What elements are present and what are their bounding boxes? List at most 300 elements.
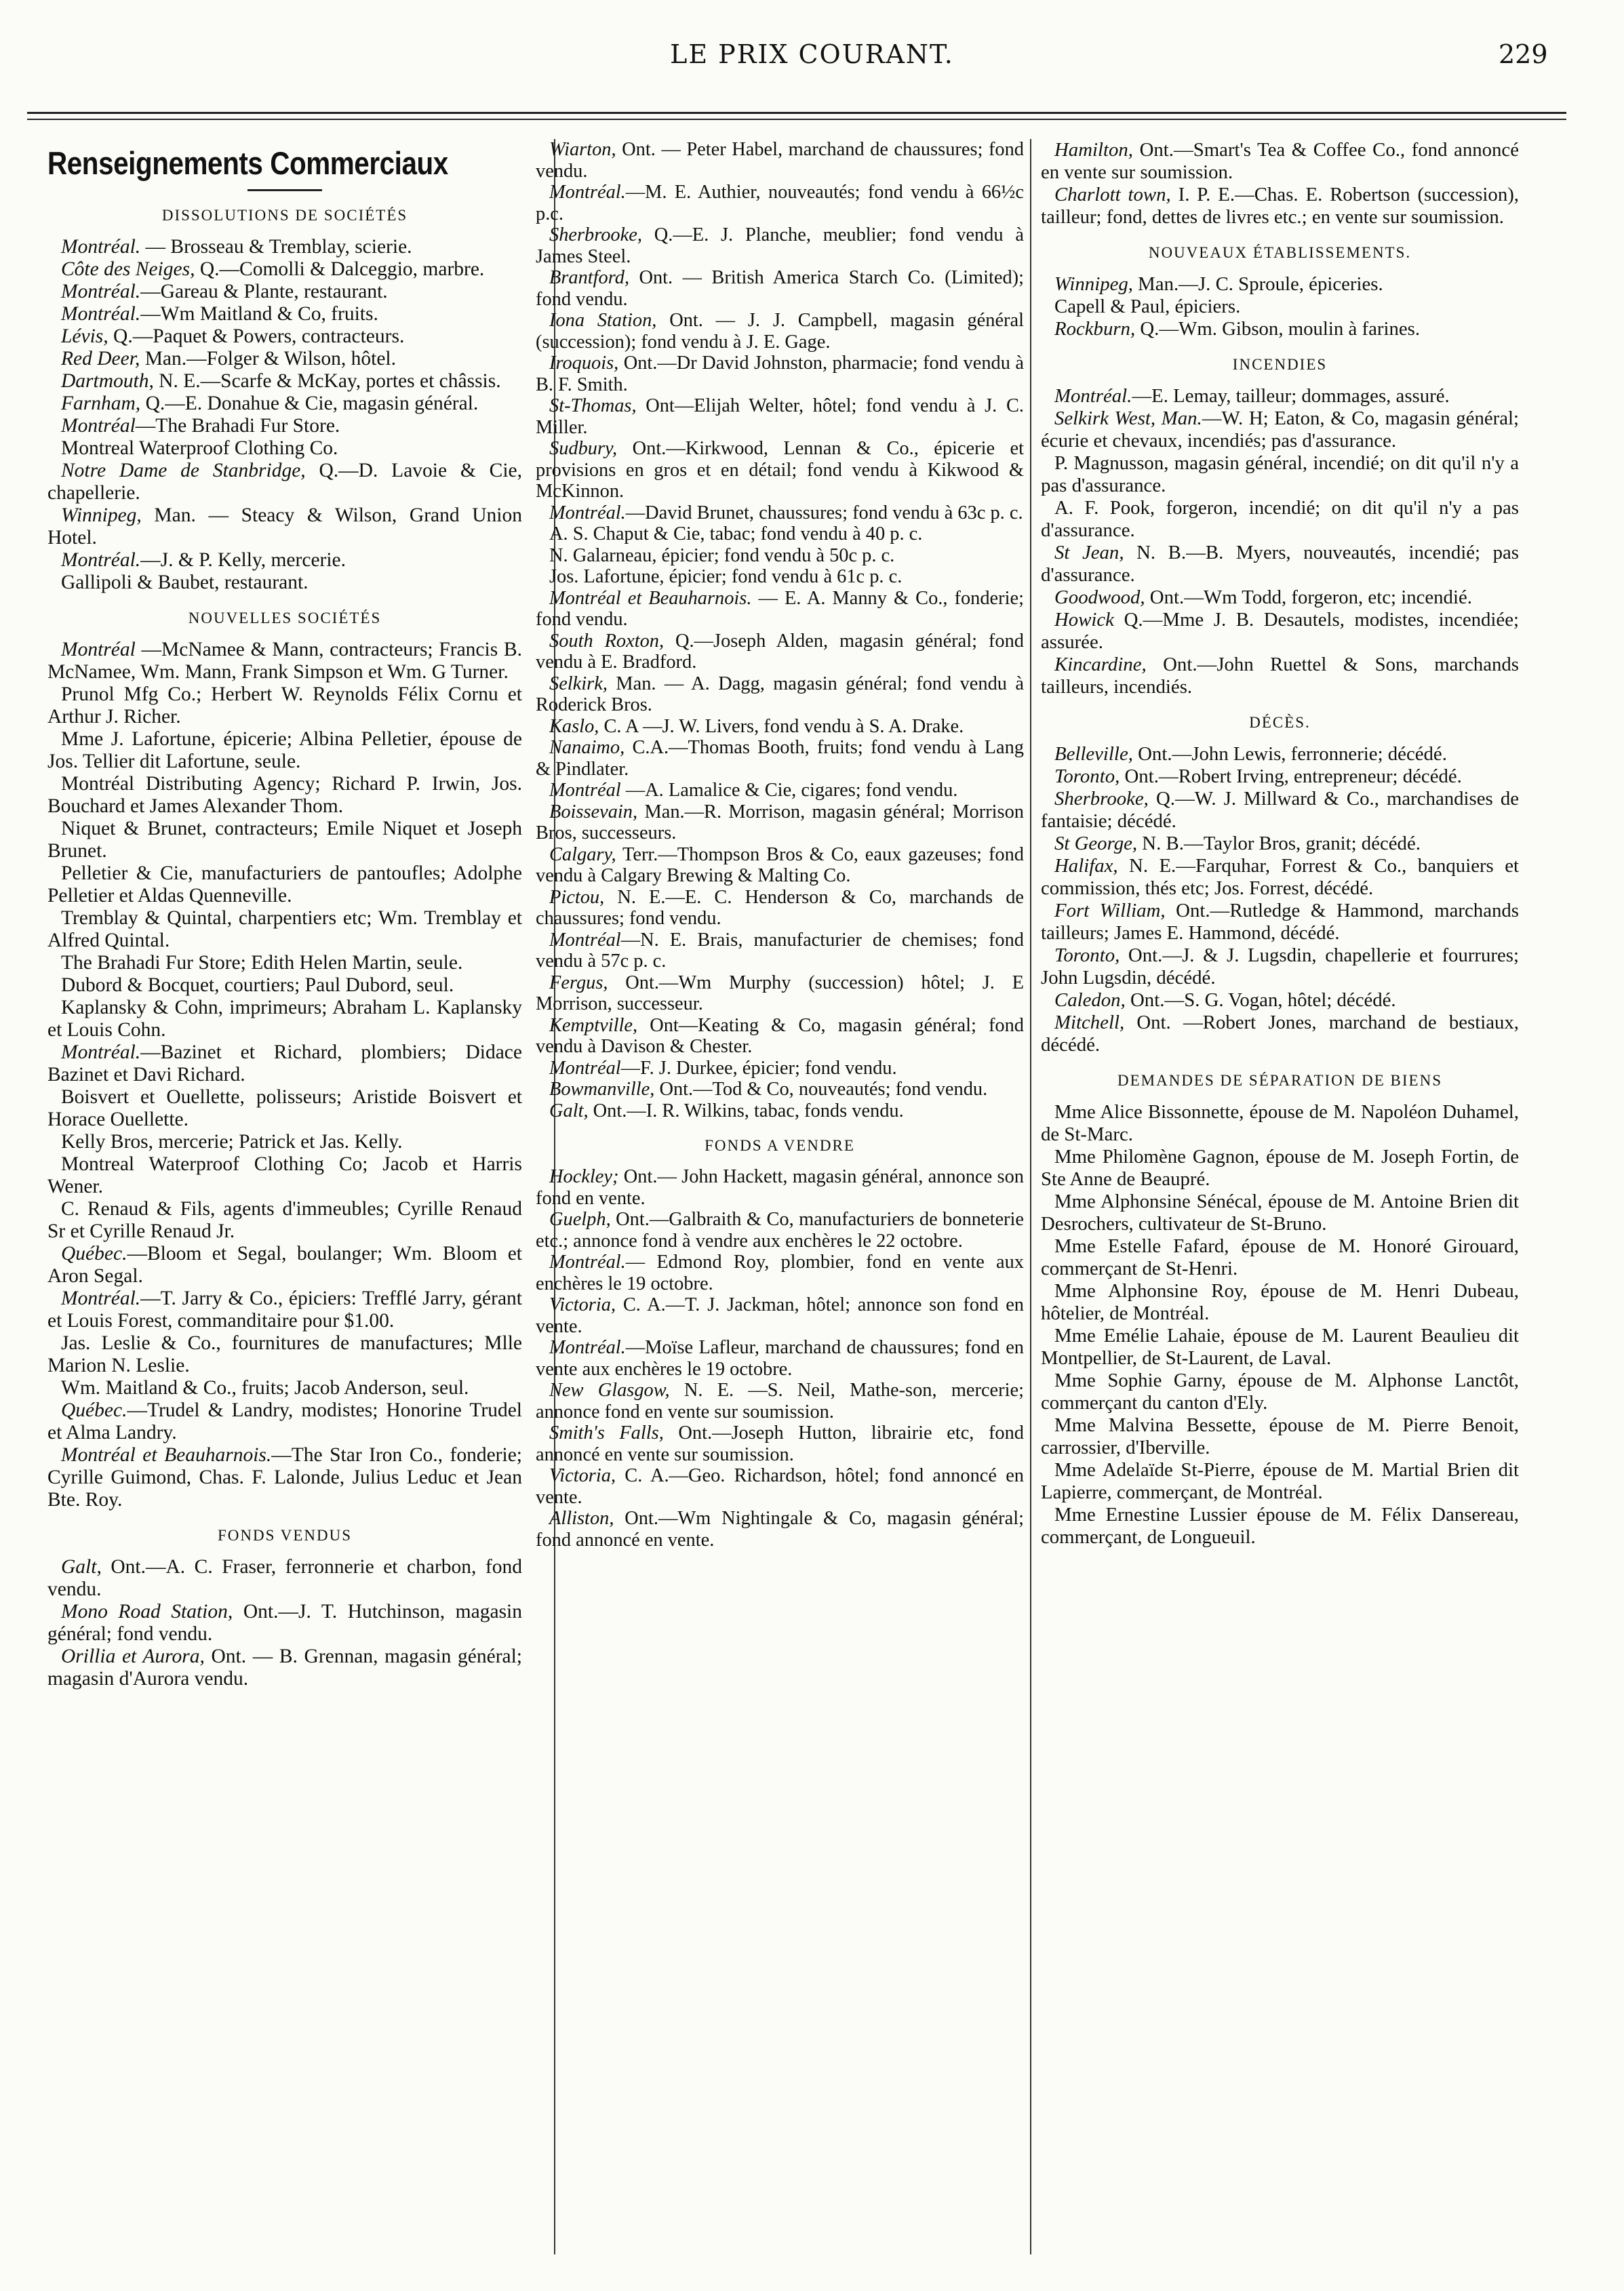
notice-entry	[1041, 1235, 1519, 1280]
entry-place: Kemptville,	[549, 1014, 638, 1036]
entry-place: Farnham,	[61, 393, 141, 414]
entry-text: —Wm Maitland & Co, fruits.	[140, 303, 378, 325]
notice-entry	[536, 1465, 1024, 1508]
entry-text: Man. — Steacy & Wilson, Grand Union Hotel.	[47, 504, 522, 549]
entry-text: Ont.—A. C. Fraser, ferronnerie et charbon, fond vendu.	[47, 1556, 522, 1600]
notice-entry	[47, 773, 522, 818]
entry-text: Ont.—Galbraith & Co, manufacturiers de bonneterie etc.; annonce fond à vendre aux enchères le 22 octobre.	[536, 1209, 1024, 1252]
entry-text: —E. Lemay, tailleur; dommages, assuré.	[1132, 385, 1450, 407]
entry-text: — Edmond Roy, plombier, fond en vente aux enchères le 19 octobre.	[536, 1252, 1024, 1294]
entry-place: Red Deer,	[61, 348, 140, 370]
notice-entry	[536, 1294, 1024, 1337]
notice-entry	[47, 1153, 522, 1198]
notice-entry	[536, 631, 1024, 673]
entry-place: Pictou,	[549, 886, 605, 908]
entry-text: N. B.—Taylor Bros, granit; décédé.	[1137, 833, 1421, 854]
entry-place: Mitchell,	[1054, 1012, 1125, 1033]
entry-text: Q.—Mme J. B. Desautels, modistes, incendiée; assurée.	[1041, 609, 1519, 653]
entry-place: Selkirk,	[549, 673, 608, 694]
notice-entry	[536, 780, 1024, 801]
entry-text: Man.—Folger & Wilson, hôtel.	[140, 348, 396, 370]
entry-text: N. B.—B. Myers, nouveautés, incendié; pas d'assurance.	[1041, 542, 1519, 586]
notice-entry	[536, 267, 1024, 310]
section-heading: NOUVEAUX ÉTABLISSEMENTS.	[1148, 244, 1412, 261]
entry-text: —F. J. Durkee, épicier; fond vendu.	[620, 1057, 897, 1079]
notice-entry	[1041, 743, 1519, 765]
notice-entry	[47, 549, 522, 572]
section-heading: DISSOLUTIONS DE SOCIÉTÉS	[161, 207, 408, 224]
entry-text: —Bloom et Segal, boulanger; Wm. Bloom et Aron Segal.	[47, 1243, 522, 1287]
entry-place: Sherbrooke,	[549, 224, 642, 245]
entry-text: Ont. —Robert Jones, marchand de bestiaux, décédé.	[1041, 1012, 1519, 1056]
entry-text: Kelly Bros, mercerie; Patrick et Jas. Kelly.	[61, 1131, 403, 1153]
notice-entry	[47, 281, 522, 303]
entry-text: Mme Ernestine Lussier épouse de M. Félix Dansereau, commerçant, de Longueuil.	[1041, 1504, 1519, 1548]
notice-entry	[47, 303, 522, 325]
entry-text: Boisvert et Ouellette, polisseurs; Aristide Boisvert et Horace Ouellette.	[47, 1086, 522, 1130]
notice-entry	[47, 1041, 522, 1086]
notice-entry	[47, 437, 522, 460]
entry-place: Victoria,	[549, 1294, 616, 1315]
entry-text: —Trudel & Landry, modistes; Honorine Trudel et Alma Landry.	[47, 1399, 522, 1443]
notice-entry	[1041, 609, 1519, 654]
notice-entry	[1041, 944, 1519, 989]
entry-text: Montreal Waterproof Clothing Co; Jacob et Harris Wener.	[47, 1153, 522, 1197]
entry-place: New Glasgow,	[549, 1380, 670, 1401]
notice-entry	[1041, 654, 1519, 698]
notice-entry	[47, 504, 522, 549]
notice-entry	[536, 1422, 1024, 1465]
entry-text: Dubord & Bocquet, courtiers; Paul Dubord, seul.	[61, 974, 454, 996]
entry-place: Brantford,	[549, 267, 630, 288]
notice-entry	[47, 818, 522, 862]
notice-entry	[47, 1444, 522, 1511]
entry-text: Ont—Elijah Welter, hôtel; fond vendu à J. C. Miller.	[536, 395, 1024, 438]
notice-entry	[536, 673, 1024, 716]
entry-text: Ont.—Wm Murphy (succession) hôtel; J. E Morrison, successeur.	[536, 972, 1024, 1014]
notice-entry	[1041, 452, 1519, 497]
entry-place: Iroquois,	[549, 353, 619, 374]
entry-text: Ont.—Kirkwood, Lennan & Co., épicerie et provisions en gros et en détail; fond vendu à Kikwood & McKinnon.	[536, 438, 1024, 502]
heading-underline	[247, 189, 322, 191]
entry-place: Galt,	[61, 1556, 102, 1578]
entry-text: Ont.—Joseph Hutton, librairie etc, fond annoncé en vente sur soumission.	[536, 1422, 1024, 1465]
entry-place: Mono Road Station,	[61, 1601, 233, 1622]
notice-entry	[1041, 1459, 1519, 1504]
notice-entry	[536, 1166, 1024, 1209]
notice-entry	[47, 997, 522, 1041]
notice-entry	[536, 1337, 1024, 1380]
entry-text: I. P. E.—Chas. E. Robertson (succession), tailleur; fond, dettes de livres etc.; en vente sur soumission.	[1041, 184, 1520, 228]
entry-text: A. F. Pook, forgeron, incendié; on dit qu'il n'y a pas d'assurance.	[1041, 497, 1519, 541]
section-heading: NOUVELLES SOCIÉTÉS	[188, 610, 382, 626]
entry-text: Man.—R. Morrison, magasin général; Morrison Bros, successeurs.	[536, 801, 1024, 843]
entry-text: Man. — A. Dagg, magasin général; fond vendu à Roderick Bros.	[536, 673, 1024, 715]
notice-entry	[536, 1209, 1024, 1252]
notice-entry	[1041, 407, 1519, 452]
entry-text: Ont.—John Ruettel & Sons, marchands tailleurs, incendiés.	[1041, 654, 1519, 698]
entry-text: —The Star Iron Co., fonderie; Cyrille Guimond, Chas. F. Lalonde, Julius Leduc et Jean Bte. Roy.	[47, 1444, 522, 1511]
notice-entry	[536, 224, 1024, 267]
entry-place: Toronto,	[1054, 944, 1120, 966]
entry-text: Q.—Paquet & Powers, contracteurs.	[108, 325, 405, 347]
notice-entry	[1041, 1325, 1519, 1370]
notice-entry	[47, 862, 522, 907]
entry-place: Montréal.	[61, 549, 141, 571]
entry-text: Q.—Wm. Gibson, moulin à farines.	[1135, 318, 1421, 340]
notice-entry	[1041, 1280, 1519, 1325]
entry-text: Ont. — British America Starch Co. (Limited); fond vendu.	[536, 267, 1024, 310]
entry-place: Nanaimo,	[549, 737, 625, 758]
entry-place: Montréal.	[549, 1337, 626, 1358]
notice-entry	[536, 182, 1024, 224]
entry-text: Ont. — J. J. Campbell, magasin général (succession); fond vendu à J. E. Gage.	[536, 310, 1024, 353]
entry-text: Prunol Mfg Co.; Herbert W. Reynolds Félix Cornu et Arthur J. Richer.	[47, 683, 522, 728]
section-heading: DÉCÈS.	[1249, 714, 1311, 731]
entry-place: Hamilton,	[1054, 139, 1133, 161]
entry-place: Montréal.	[1054, 385, 1132, 407]
notice-entry	[536, 1380, 1024, 1422]
entry-text: Ont.—Smart's Tea & Coffee Co., fond annoncé en vente sur soumission.	[1041, 139, 1519, 183]
entry-text: Ont.—J. T. Hutchinson, magasin général; fond vendu.	[47, 1601, 522, 1645]
column-divider	[1030, 139, 1031, 2254]
notice-entry	[1041, 1414, 1519, 1459]
entry-text: Mme Philomène Gagnon, épouse de M. Joseph Fortin, de Ste Anne de Beaupré.	[1041, 1146, 1519, 1190]
entry-text: Tremblay & Quintal, charpentiers etc; Wm. Tremblay et Alfred Quintal.	[47, 907, 522, 951]
entry-text: N. E.—Farquhar, Forrest & Co., banquiers et commission, thés etc; Jos. Forrest, décédé.	[1041, 855, 1519, 899]
notice-entry	[1041, 184, 1519, 228]
notice-entry	[47, 974, 522, 997]
entry-text: Ont—Keating & Co, magasin général; fond vendu à Davison & Chester.	[536, 1014, 1024, 1057]
header-rule-thin	[27, 119, 1566, 120]
entry-place: Guelph,	[549, 1209, 611, 1230]
entry-place: Lévis,	[61, 325, 108, 347]
notice-entry	[47, 325, 522, 348]
entry-text: Mme Emélie Lahaie, épouse de M. Laurent Beaulieu dit Montpellier, de St-Laurent, de Laval.	[1041, 1325, 1519, 1369]
notice-entry	[536, 310, 1024, 353]
notice-entry	[536, 1015, 1024, 1058]
notice-entry	[47, 258, 522, 281]
entry-place: Montréal	[549, 1057, 621, 1079]
entry-text: Ont.—Dr David Johnston, pharmacie; fond vendu à B. F. Smith.	[536, 353, 1024, 395]
entry-text: Ont. — B. Grennan, magasin général; magasin d'Aurora vendu.	[47, 1646, 523, 1690]
section-heading: FONDS VENDUS	[217, 1527, 353, 1544]
entry-place: Galt,	[549, 1100, 589, 1121]
header-rule	[27, 112, 1566, 114]
entry-place: Montréal.	[61, 1041, 141, 1063]
entry-text: C. A —J. W. Livers, fond vendu à S. A. Drake.	[599, 715, 964, 737]
entry-place: Montréal.	[61, 303, 141, 325]
entry-text: Ont.—S. G. Vogan, hôtel; décédé.	[1125, 989, 1396, 1011]
notice-entry	[536, 1100, 1024, 1122]
notice-entry	[47, 415, 522, 437]
notice-entry	[536, 801, 1024, 844]
running-title: LE PRIX COURANT.	[670, 39, 954, 69]
entry-text: —Gareau & Plante, restaurant.	[140, 281, 388, 302]
notice-entry	[1041, 765, 1519, 788]
entry-text: —W. H; Eaton, & Co, magasin général; écurie et chevaux, incendiés; pas d'assurance.	[1041, 407, 1519, 452]
entry-place: Montréal.	[549, 1252, 626, 1273]
column-3	[1041, 139, 1519, 1549]
notice-entry	[1041, 900, 1519, 944]
entry-text: N. E. —S. Neil, Mathe-son, mercerie; annonce fond en vente sur soumission.	[536, 1380, 1024, 1422]
notice-entry	[536, 566, 1024, 588]
entry-place: St Jean,	[1054, 542, 1124, 563]
entry-text: Ont.—Robert Irving, entrepreneur; décédé.	[1120, 765, 1462, 787]
entry-text: Ont. — Peter Habel, marchand de chaussures; fond vendu.	[536, 139, 1024, 182]
notice-entry	[536, 523, 1024, 545]
entry-text: Mme J. Lafortune, épicerie; Albina Pelletier, épouse de Jos. Tellier dit Lafortune, seule.	[47, 728, 522, 772]
entry-text: —T. Jarry & Co., épiciers: Trefflé Jarry, gérant et Louis Forest, commanditaire pour $1.00.	[47, 1288, 522, 1332]
notice-entry	[1041, 139, 1519, 184]
notice-entry	[536, 395, 1024, 438]
notice-entry	[536, 502, 1024, 524]
entry-text: C. A.—T. J. Jackman, hôtel; annonce son fond en vente.	[536, 1294, 1024, 1337]
notice-entry	[47, 683, 522, 728]
entry-text: Q.—Joseph Alden, magasin général; fond vendu à E. Bradford.	[536, 630, 1024, 673]
entry-text: —M. E. Authier, nouveautés; fond vendu à 66½c p.c.	[536, 182, 1024, 224]
entry-place: Montréal	[61, 639, 136, 660]
entry-place: Québec.	[61, 1243, 127, 1264]
entry-place: Iona Station,	[549, 310, 657, 331]
entry-place: Montréal et Beauharnois.	[549, 587, 752, 609]
entry-text: Man.—J. C. Sproule, épiceries.	[1132, 273, 1383, 295]
column-2	[536, 139, 1024, 1551]
entry-place: St-Thomas,	[549, 395, 637, 416]
entry-place: Québec.	[61, 1399, 127, 1421]
entry-place: Montréal.	[61, 281, 141, 302]
notice-entry	[1041, 296, 1519, 318]
entry-text: N. Galarneau, épicier; fond vendu à 50c p. c.	[549, 544, 895, 566]
entry-place: Wiarton,	[549, 139, 616, 160]
entry-place: Montréal et Beauharnois.	[61, 1444, 272, 1466]
notice-entry	[1041, 542, 1519, 586]
entry-text: Niquet & Brunet, contracteurs; Emile Niquet et Joseph Brunet.	[47, 818, 522, 862]
notice-entry	[536, 438, 1024, 502]
notice-entry	[1041, 1191, 1519, 1235]
entry-place: Bowmanville,	[549, 1079, 655, 1100]
entry-place: Montréal	[61, 415, 136, 437]
notice-entry	[1041, 385, 1519, 407]
entry-text: Q.—E. J. Planche, meublier; fond vendu à James Steel.	[536, 224, 1024, 267]
column-1	[47, 139, 522, 1690]
notice-entry	[47, 1131, 522, 1153]
notice-entry	[536, 1252, 1024, 1294]
entry-text: Gallipoli & Baubet, restaurant.	[61, 572, 309, 593]
notice-entry	[1041, 1101, 1519, 1146]
section-heading: INCENDIES	[1232, 356, 1328, 373]
entry-text: —The Brahadi Fur Store.	[135, 415, 340, 437]
notice-entry	[47, 1332, 522, 1377]
entry-text: Jos. Lafortune, épicier; fond vendu à 61c p. c.	[549, 566, 903, 587]
entry-place: Fergus,	[549, 972, 608, 993]
entry-place: Rockburn,	[1054, 318, 1136, 340]
entry-place: South Roxton,	[549, 630, 665, 652]
entry-text: Kaplansky & Cohn, imprimeurs; Abraham L. Kaplansky et Louis Cohn.	[47, 997, 522, 1041]
entry-text: Ont.—Tod & Co, nouveautés; fond vendu.	[654, 1079, 988, 1100]
entry-text: Q.—W. J. Millward & Co., marchandises de fantaisie; décédé.	[1041, 788, 1519, 832]
notice-entry	[1041, 273, 1519, 296]
entry-place: Montréal.	[549, 502, 626, 523]
notice-entry	[47, 1377, 522, 1399]
entry-text: Jas. Leslie & Co., fournitures de manufactures; Mlle Marion N. Leslie.	[47, 1332, 522, 1376]
entry-place: Toronto,	[1054, 765, 1120, 787]
entry-text: —McNamee & Mann, contracteurs; Francis B. McNamee, Wm. Mann, Frank Simpson et Wm. G Turner.	[47, 639, 522, 683]
entry-place: Montréal.	[61, 1288, 141, 1309]
notice-entry	[47, 1646, 522, 1690]
entry-place: Sudbury,	[549, 438, 618, 459]
entry-place: Montréal	[549, 780, 621, 801]
entry-text: Mme Alice Bissonnette, épouse de M. Napoléon Duhamel, de St-Marc.	[1041, 1101, 1519, 1145]
entry-text: Montréal Distributing Agency; Richard P. Irwin, Jos. Bouchard et James Alexander Thom.	[47, 773, 522, 817]
entry-place: Goodwood,	[1054, 586, 1145, 608]
entry-place: Victoria,	[549, 1465, 616, 1486]
entry-text: — Brosseau & Tremblay, scierie.	[140, 236, 412, 258]
entry-place: Charlott town,	[1054, 184, 1171, 205]
entry-text: Ont.—Wm Nightingale & Co, magasin général; fond annoncé en vente.	[536, 1508, 1024, 1551]
entry-place: Dartmouth,	[61, 370, 154, 392]
notice-entry	[47, 728, 522, 773]
notice-entry	[536, 139, 1024, 182]
notice-entry	[47, 572, 522, 594]
entry-place: Kincardine,	[1054, 654, 1147, 675]
notice-entry	[1041, 497, 1519, 542]
entry-place: Smith's Falls,	[549, 1422, 664, 1443]
notice-entry	[536, 972, 1024, 1015]
entry-text: — E. A. Manny & Co., fonderie; fond vendu.	[536, 587, 1024, 630]
entry-text: Ont.—Wm Todd, forgeron, etc; incendié.	[1145, 586, 1472, 608]
entry-place: Caledon,	[1054, 989, 1126, 1011]
entry-place: Boissevain,	[549, 801, 638, 822]
entry-place: Fort William,	[1054, 900, 1166, 921]
entry-place: Orillia et Aurora,	[61, 1646, 205, 1667]
entry-text: Q.—D. Lavoie & Cie, chapellerie.	[47, 460, 522, 504]
notice-entry	[1041, 1012, 1519, 1056]
notice-entry	[47, 460, 522, 504]
entry-text: Mme Estelle Fafard, épouse de M. Honoré Girouard, commerçant de St-Henri.	[1041, 1235, 1519, 1279]
entry-text: Q.—Comolli & Dalceggio, marbre.	[195, 258, 485, 280]
entry-text: Ont.—I. R. Wilkins, tabac, fonds vendu.	[588, 1100, 904, 1121]
notice-entry	[47, 1086, 522, 1131]
entry-text: C. Renaud & Fils, agents d'immeubles; Cyrille Renaud Sr et Cyrille Renaud Jr.	[47, 1198, 522, 1242]
notice-entry	[1041, 318, 1519, 340]
notice-entry	[47, 370, 522, 393]
entry-text: Mme Alphonsine Roy, épouse de M. Henri Dubeau, hôtelier, de Montréal.	[1041, 1280, 1519, 1324]
entry-place: Halifax,	[1054, 855, 1118, 877]
notice-entry	[1041, 788, 1519, 833]
notice-entry	[47, 1243, 522, 1288]
notice-entry	[47, 1399, 522, 1444]
entry-place: Sherbrooke,	[1054, 788, 1149, 810]
entry-place: Howick	[1054, 609, 1114, 631]
notice-entry	[536, 930, 1024, 972]
main-heading: Renseignements Commerciaux	[47, 145, 448, 181]
entry-text: Q.—E. Donahue & Cie, magasin général.	[140, 393, 479, 414]
entry-text: —David Brunet, chaussures; fond vendu à 63c p. c.	[625, 502, 1023, 523]
entry-text: Mme Adelaïde St-Pierre, épouse de M. Martial Brien dit Lapierre, commerçant, de Montréal.	[1041, 1459, 1519, 1503]
entry-text: —A. Lamalice & Cie, cigares; fond vendu.	[620, 780, 958, 801]
entry-text: A. S. Chaput & Cie, tabac; fond vendu à 40 p. c.	[549, 523, 923, 544]
entry-place: Hockley;	[549, 1166, 619, 1187]
notice-entry	[47, 393, 522, 415]
entry-text: Ont.—J. & J. Lugsdin, chapellerie et fourrures; John Lugsdin, décédé.	[1041, 944, 1519, 989]
entry-text: C.A.—Thomas Booth, fruits; fond vendu à Lang & Pindlater.	[536, 737, 1024, 780]
notice-entry	[1041, 833, 1519, 855]
entry-text: N. E.—Scarfe & McKay, portes et châssis.	[153, 370, 501, 392]
entry-place: Montréal.	[61, 236, 141, 258]
entry-text: The Brahadi Fur Store; Edith Helen Martin, seule.	[61, 952, 463, 974]
notice-entry	[1041, 1370, 1519, 1414]
entry-text: Ont.— John Hackett, magasin général, annonce son fond en vente.	[536, 1166, 1024, 1209]
entry-text: P. Magnusson, magasin général, incendié; on dit qu'il n'y a pas d'assurance.	[1041, 452, 1519, 496]
notice-entry	[47, 1601, 522, 1646]
notice-entry	[536, 737, 1024, 780]
entry-place: Kaslo,	[549, 715, 599, 737]
section-heading: DEMANDES DE SÉPARATION DE BIENS	[1117, 1072, 1442, 1089]
notice-entry	[47, 639, 522, 683]
notice-entry	[536, 844, 1024, 887]
notice-entry	[536, 1508, 1024, 1551]
notice-entry	[47, 348, 522, 370]
notice-entry	[1041, 989, 1519, 1012]
notice-entry	[536, 1058, 1024, 1079]
entry-text: C. A.—Geo. Richardson, hôtel; fond annoncé en vente.	[536, 1465, 1024, 1508]
entry-text: Mme Sophie Garny, épouse de M. Alphonse Lanctôt, commerçant du canton d'Ely.	[1041, 1370, 1519, 1414]
notice-entry	[1041, 1504, 1519, 1549]
notice-entry	[536, 716, 1024, 738]
entry-text: Mme Malvina Bessette, épouse de M. Pierre Benoit, carrossier, d'Iberville.	[1041, 1414, 1519, 1458]
entry-text: —Moïse Lafleur, marchand de chaussures; fond en vente aux enchères le 19 octobre.	[536, 1337, 1024, 1380]
notice-entry	[1041, 1146, 1519, 1191]
entry-place: Belleville,	[1054, 743, 1133, 765]
notice-entry	[1041, 855, 1519, 900]
entry-place: Alliston,	[549, 1508, 614, 1529]
notice-entry	[536, 1079, 1024, 1100]
notice-entry	[47, 907, 522, 952]
entry-text: Montreal Waterproof Clothing Co.	[61, 437, 338, 459]
notice-entry	[536, 588, 1024, 631]
entry-text: —J. & P. Kelly, mercerie.	[140, 549, 346, 571]
entry-text: Pelletier & Cie, manufacturiers de pantoufles; Adolphe Pelletier et Aldas Quenneville.	[47, 862, 522, 907]
notice-entry	[47, 1198, 522, 1243]
notice-entry	[47, 952, 522, 974]
entry-place: Winnipeg,	[61, 504, 142, 526]
entry-text: Wm. Maitland & Co., fruits; Jacob Anderson, seul.	[61, 1377, 469, 1399]
entry-text: —N. E. Brais, manufacturier de chemises; fond vendu à 57c p. c.	[536, 929, 1024, 972]
notice-entry	[47, 1288, 522, 1332]
notice-entry	[536, 353, 1024, 395]
entry-place: Montréal.	[549, 182, 626, 203]
page-number: 229	[1499, 39, 1548, 69]
entry-text: Capell & Paul, épiciers.	[1054, 296, 1241, 317]
entry-text: Terr.—Thompson Bros & Co, eaux gazeuses; fond vendu à Calgary Brewing & Malting Co.	[536, 843, 1024, 886]
entry-text: N. E.—E. C. Henderson & Co, marchands de chaussures; fond vendu.	[536, 886, 1024, 929]
entry-place: Calgary,	[549, 843, 616, 865]
notice-entry	[47, 236, 522, 258]
entry-place: Montréal	[549, 929, 621, 951]
entry-place: Notre Dame de Stanbridge,	[61, 460, 306, 481]
entry-place: Selkirk West, Man.	[1054, 407, 1202, 429]
entry-place: Winnipeg,	[1054, 273, 1133, 295]
entry-place: St George,	[1054, 833, 1138, 854]
entry-text: Ont.—John Lewis, ferronnerie; décédé.	[1132, 743, 1447, 765]
section-heading: FONDS A VENDRE	[705, 1137, 855, 1154]
notice-entry	[536, 545, 1024, 567]
entry-text: Ont.—Rutledge & Hammond, marchands tailleurs; James E. Hammond, décédé.	[1041, 900, 1519, 944]
notice-entry	[536, 887, 1024, 930]
notice-entry	[1041, 586, 1519, 609]
entry-text: Mme Alphonsine Sénécal, épouse de M. Antoine Brien dit Desrochers, cultivateur de St-Bruno.	[1041, 1191, 1519, 1235]
